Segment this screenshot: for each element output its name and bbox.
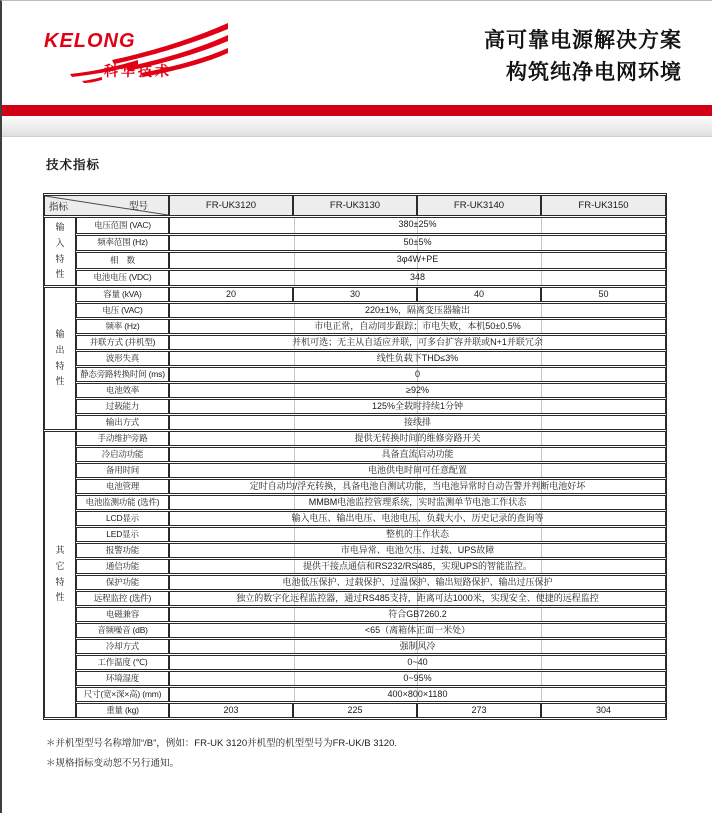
table-header-row — [44, 195, 666, 216]
page-shadow-band — [2, 116, 712, 137]
table-row — [44, 687, 666, 702]
row-label: 电池效率 — [76, 383, 169, 398]
row-label: LED显示 — [76, 527, 169, 542]
model-header: FR-UK3140 — [417, 195, 541, 216]
row-value: 400×800×1180 — [169, 687, 666, 702]
page-title — [484, 17, 682, 88]
table-row — [44, 479, 666, 494]
table-row — [44, 575, 666, 590]
footnotes — [43, 734, 712, 774]
row-label: 容量 (kVA) — [76, 287, 169, 302]
row-value: 50 — [541, 287, 666, 302]
row-value: 30 — [293, 287, 417, 302]
row-value: 接线排 — [169, 415, 666, 430]
model-header: FR-UK3120 — [169, 195, 293, 216]
table-row — [44, 511, 666, 526]
row-label: 输出方式 — [76, 415, 169, 430]
row-label: 重量 (kg) — [76, 703, 169, 718]
row-label: 电池电压 (VDC) — [76, 270, 169, 287]
table-row — [44, 671, 666, 686]
table-row — [44, 559, 666, 574]
row-value: 3φ4W+PE — [169, 252, 666, 269]
row-value: 0~40 — [169, 655, 666, 670]
table-row — [44, 463, 666, 478]
row-value: 整机的工作状态 — [169, 527, 666, 542]
row-label: 远程监控 (选件) — [76, 591, 169, 606]
row-label: 环境湿度 — [76, 671, 169, 686]
row-label: 音频噪音 (dB) — [76, 623, 169, 638]
table-row — [44, 217, 666, 234]
table-row — [44, 623, 666, 638]
row-label: 相 数 — [76, 252, 169, 269]
red-divider-bar — [2, 105, 712, 116]
section-title: 技术指标 — [46, 158, 101, 172]
row-value: 具备直流启动功能 — [169, 447, 666, 462]
table-row — [44, 639, 666, 654]
row-value: 20 — [169, 287, 293, 302]
row-value: 输入电压、输出电压、电池电压、负载大小、历史记录的查询等 — [169, 511, 666, 526]
row-value: 电池供电时间可任意配置 — [169, 463, 666, 478]
row-value: 40 — [417, 287, 541, 302]
row-group-other: 其它特性 — [44, 431, 76, 718]
table-row — [44, 415, 666, 430]
table-row — [44, 431, 666, 446]
spec-table — [43, 193, 667, 720]
table-row — [44, 607, 666, 622]
row-value: 50±5% — [169, 235, 666, 252]
corner-label-model: 型号 — [128, 201, 148, 212]
row-label: 尺寸(宽×深×高) (mm) — [76, 687, 169, 702]
row-value: 220±1%，隔离变压器输出 — [169, 303, 666, 318]
row-value: 提供干接点通信和RS232/RS485，实现UPS的智能监控。 — [169, 559, 666, 574]
row-value: 0 — [169, 367, 666, 382]
row-value: MMBM电池监控管理系统，实时监测单节电池工作状态 — [169, 495, 666, 510]
footnote-parallel-model: ＊并机型型号名称增加“/B”，例如：FR-UK 3120并机型的机型型号为FR-UK/B 3120. — [46, 738, 398, 749]
row-label: 静态旁路转换时间 (ms) — [76, 367, 169, 382]
table-row — [44, 383, 666, 398]
row-value: 225 — [293, 703, 417, 718]
row-value: 线性负载下THD≤3% — [169, 351, 666, 366]
row-value: 并机可选；无主从自适应并联，可多台扩容并联或N+1并联冗余 — [169, 335, 666, 350]
row-value: <65（离箱体正面一米处） — [169, 623, 666, 638]
table-row — [44, 543, 666, 558]
row-label: 报警功能 — [76, 543, 169, 558]
table-row — [44, 655, 666, 670]
row-value: 定时自动均/浮充转换，具备电池自测试功能，当电池异常时自动告警并判断电池好坏 — [169, 479, 666, 494]
table-row — [44, 703, 666, 718]
table-row — [44, 367, 666, 382]
table-row — [44, 399, 666, 414]
row-label: 电池管理 — [76, 479, 169, 494]
row-group-output: 输出特性 — [44, 287, 76, 430]
logo-brand-text: KELONG — [44, 30, 136, 52]
corner-cell — [44, 195, 169, 216]
row-value: 304 — [541, 703, 666, 718]
table-row — [44, 287, 666, 302]
table-row — [44, 591, 666, 606]
row-value: 0~95% — [169, 671, 666, 686]
row-value: 独立的数字化远程监控器，通过RS485支持，距离可达1000米，实现安全、便捷的远程监控 — [169, 591, 666, 606]
table-row — [44, 527, 666, 542]
row-label: 冷却方式 — [76, 639, 169, 654]
row-value: 电池低压保护、过载保护、过温保护、输出短路保护、输出过压保护 — [169, 575, 666, 590]
model-header: FR-UK3150 — [541, 195, 666, 216]
row-value: 203 — [169, 703, 293, 718]
footnote-spec-change: ＊规格指标变动恕不另行通知。 — [46, 757, 180, 769]
row-value: 125%全载时持续1分钟 — [169, 399, 666, 414]
table-row — [44, 319, 666, 334]
row-label: 通信功能 — [76, 559, 169, 574]
table-row — [44, 447, 666, 462]
page-header — [2, 1, 712, 105]
table-row — [44, 335, 666, 350]
content-area — [2, 137, 712, 774]
row-value: 348 — [169, 270, 666, 287]
row-label: 电压范围 (VAC) — [76, 217, 169, 234]
table-row — [44, 351, 666, 366]
row-value: 符合GB7260.2 — [169, 607, 666, 622]
row-label: 备用时间 — [76, 463, 169, 478]
row-value: 市电正常，自动同步跟踪；市电失败，本机50±0.5% — [169, 319, 666, 334]
table-row — [44, 270, 666, 287]
logo-cn-text: 科华技术 — [104, 63, 172, 79]
row-value: ≥92% — [169, 383, 666, 398]
row-label: 冷启动功能 — [76, 447, 169, 462]
row-label: 电压 (VAC) — [76, 303, 169, 318]
row-label: 工作温度 (℃) — [76, 655, 169, 670]
row-value: 提供无转换时间的维修旁路开关 — [169, 431, 666, 446]
row-value: 强制风冷 — [169, 639, 666, 654]
row-label: 并联方式 (并机型) — [76, 335, 169, 350]
table-row — [44, 495, 666, 510]
row-label: 频率 (Hz) — [76, 319, 169, 334]
corner-label-spec: 指标 — [49, 202, 69, 213]
row-label: 过载能力 — [76, 399, 169, 414]
row-label: LCD显示 — [76, 511, 169, 526]
row-label: 电池监测功能 (选件) — [76, 495, 169, 510]
kelong-logo — [42, 17, 232, 87]
row-value: 273 — [417, 703, 541, 718]
row-label: 手动维护旁路 — [76, 431, 169, 446]
table-row — [44, 235, 666, 252]
row-label: 频率范围 (Hz) — [76, 235, 169, 252]
table-row — [44, 252, 666, 269]
row-label: 电磁兼容 — [76, 607, 169, 622]
model-header: FR-UK3130 — [293, 195, 417, 216]
title-line-2: 构筑纯净电网环境 — [506, 60, 682, 84]
row-label: 保护功能 — [76, 575, 169, 590]
row-label: 波形失真 — [76, 351, 169, 366]
table-row — [44, 303, 666, 318]
row-group-input: 输入特性 — [44, 217, 76, 286]
row-value: 380±25% — [169, 217, 666, 234]
title-line-1: 高可靠电源解决方案 — [484, 29, 682, 52]
row-value: 市电异常、电池欠压、过载、UPS故障 — [169, 543, 666, 558]
